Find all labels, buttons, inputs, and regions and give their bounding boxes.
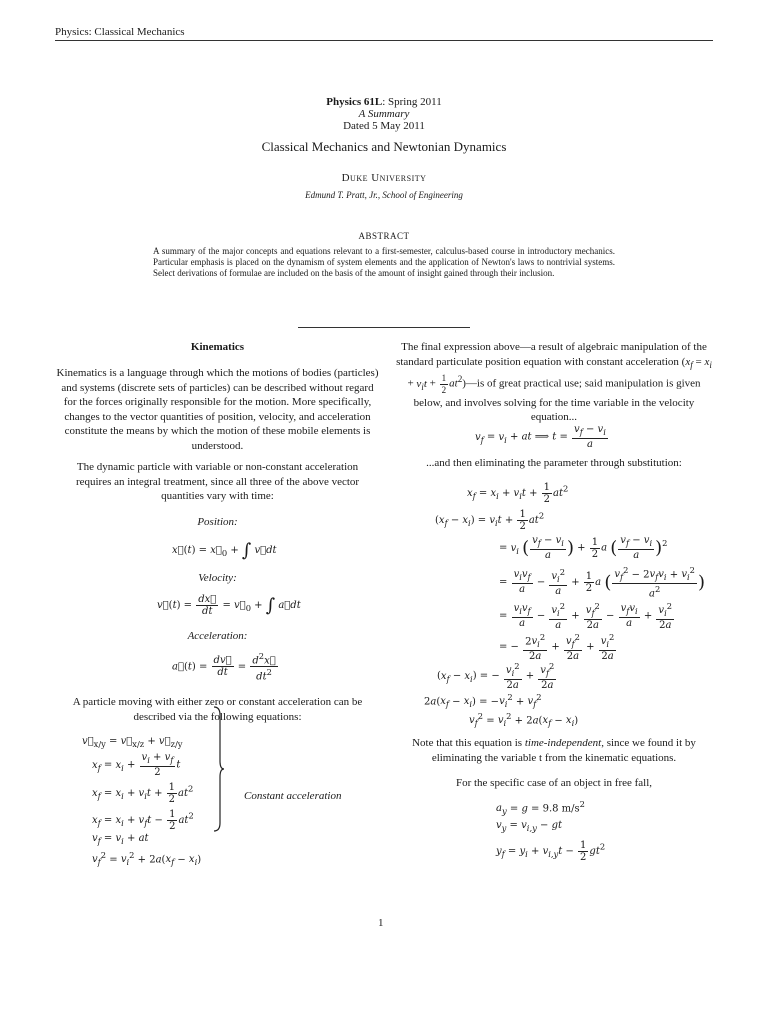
solve-time-equation: $v_f = v_i$ + at ⟹ t = $\frac{v_f - v_i}{a}$	[475, 424, 606, 450]
velocity-time-eq: $v_f = v_i$ + at	[92, 833, 149, 846]
velocity-equation: v⃗(t) = $\frac{dx⃗}{dt}$ = $v⃗_0$ + ∫ a⃗dt	[157, 594, 301, 617]
position-equation: x⃗(t) = $x⃗_0$ + ∫ v⃗dt	[172, 540, 277, 561]
derivation-text-end: )—is of great practical use; said manipulation is given below, and involves solving for the time variable in the velocity equation...	[413, 377, 701, 424]
derivation-text-start: The final expression above—a result of algebraic manipulation of the standard particulate position equation with constant acceleration (	[396, 341, 707, 368]
abstract-heading: ABSTRACT	[358, 231, 410, 241]
abstract-text: A summary of the major concepts and equations relevant to a first-semester, calculus-based course in introductory mechanics. Particular emphasis is placed on the dynamism of system elements and the application of Newton's laws to nontrivial systems. Select derivations of formulae are included on the basis of the amount of insight gained through their inclusion.	[153, 246, 615, 278]
velocity-squared-eq: $v_f^2 = v_i^2 + 2a(x_f - x_i)$	[92, 850, 202, 868]
course-name: Physics 61L	[326, 96, 383, 108]
acceleration-label: Acceleration:	[187, 630, 248, 642]
free-fall-velocity-eq: $v_y = v_{i,y}$ − gt	[496, 820, 562, 833]
free-fall-position-eq: $y_f = y_i + v_{i,y}t$ − $\frac{1}{2}$ $gt^2$	[496, 840, 606, 863]
header-rule	[55, 40, 713, 41]
paper-title: Classical Mechanics and Newtonian Dynamics	[261, 139, 507, 154]
position-avg-velocity-eq: $x_f = x_i$ + $\frac{v_i + v_f}{2}$ t	[92, 752, 181, 778]
curly-brace	[212, 705, 224, 833]
position-label: Position:	[197, 516, 238, 528]
note-text-start: Note that this equation is	[412, 737, 525, 749]
constant-accel-paragraph: A particle moving with either zero or constant acceleration can be described via the following equations:	[72, 696, 363, 723]
university: Duke University	[341, 172, 427, 184]
note-emphasis: time-independent	[524, 737, 602, 749]
velocity-label: Velocity:	[198, 572, 237, 584]
derivation-line-2: $(x_f - x_i) = v_it$ + $\frac{1}{2}$ $at^2$	[435, 509, 545, 532]
note-text-end: , since we found it by eliminating the variable t from the kinematic equations.	[431, 737, 696, 764]
constant-acceleration-label: Constant acceleration	[244, 790, 342, 802]
derivation-line-6: = − $\frac{2v_i^2}{2a}$ + $\frac{v_f^2}{2a}$ + $\frac{v_i^2}{2a}$	[499, 632, 615, 663]
running-head: Physics: Classical Mechanics	[55, 26, 185, 38]
position-vi-eq: $x_f = x_i + v_it$ + $\frac{1}{2}$ $at^2$	[92, 782, 194, 805]
derivation-line-5: = $\frac{v_iv_f}{a}$ − $\frac{v_i^2}{a}$ + $\frac{v_f^2}{2a}$ − $\frac{v_fv_i}{a}$ + $\frac{v_i^2}{2a}$	[499, 601, 673, 632]
time-independent-paragraph	[395, 736, 713, 765]
derivation-result: $v_f^2 = v_i^2 + 2a(x_f - x_i)$	[469, 711, 579, 729]
free-fall-paragraph: For the specific case of an object in free fall,	[455, 777, 653, 789]
section-heading-kinematics: Kinematics	[190, 341, 245, 353]
acceleration-equation: a⃗(t) = $\frac{dv⃗}{dt}$ = $\frac{d^2x⃗}{dt^2}$	[172, 651, 276, 683]
derivation-line-4: = $\frac{v_iv_f}{a}$ − $\frac{v_i^2}{a}$ + $\frac{1}{2}$ a ( $\frac{v_f^2 - 2v_fv_i + v_i^2}{a^2}$ )	[499, 565, 706, 600]
page-number: 1	[378, 917, 384, 929]
derivation-line-8: $2a(x_f - x_i) = -v_i^2 + v_f^2$	[424, 692, 542, 710]
integral-paragraph: The dynamic particle with variable or non-constant acceleration requires an integral treatment, since all three of the above vector quantities vary with time:	[75, 461, 360, 502]
relative-velocity-eq: $v⃗_{x/y}$ = $v⃗_{x/z}$ + $v⃗_{z/y}$	[82, 736, 183, 749]
derivation-line-1: $x_f = x_i + v_it$ + $\frac{1}{2}$ $at^2$	[467, 482, 569, 505]
derivation-line-7: $(x_f - x_i)$ = − $\frac{v_i^2}{2a}$ + $\frac{v_f^2}{2a}$	[437, 661, 555, 692]
kinematics-paragraph: Kinematics is a language through which the motions of bodies (particles) and systems (discrete sets of particles) can be described without regard for the forces originally responsible for the motion. More specifically, changes to the vector quantities of position, velocity, and acceleration constitute the means by which the motion of these mobile elements is understood.	[56, 367, 379, 452]
summary-label: A Summary	[358, 108, 410, 120]
date-line: Dated 5 May 2011	[343, 120, 425, 132]
course-term: : Spring 2011	[382, 96, 442, 108]
free-fall-accel-eq: $a_y = g = 9.8$ $m/s^2$	[496, 799, 585, 817]
derivation-line-3: = $v_i$ ( $\frac{v_f - v_i}{a}$ ) + $\frac{1}{2}$ a ( $\frac{v_f - v_i}{a}$ )$^2$	[499, 535, 668, 561]
section-rule	[298, 327, 470, 328]
derivation-paragraph: The final expression above—a result of algebraic manipulation of the standard particulate position equation with constant acceleration ($x_f = x_i + v_it$ + $\frac{1}{2}$ $at^2)—is$ of great practical use; said manipulation is given below, and involves solving for the time variable in the velocity equation...	[396, 341, 712, 424]
school: Edmund T. Pratt, Jr., School of Engineering	[305, 190, 463, 200]
substitution-paragraph: ...and then eliminating the parameter through substitution:	[426, 457, 682, 469]
course-line	[55, 96, 713, 108]
position-vf-eq: $x_f = x_i + v_ft$ − $\frac{1}{2}$ $at^2$	[92, 809, 194, 832]
